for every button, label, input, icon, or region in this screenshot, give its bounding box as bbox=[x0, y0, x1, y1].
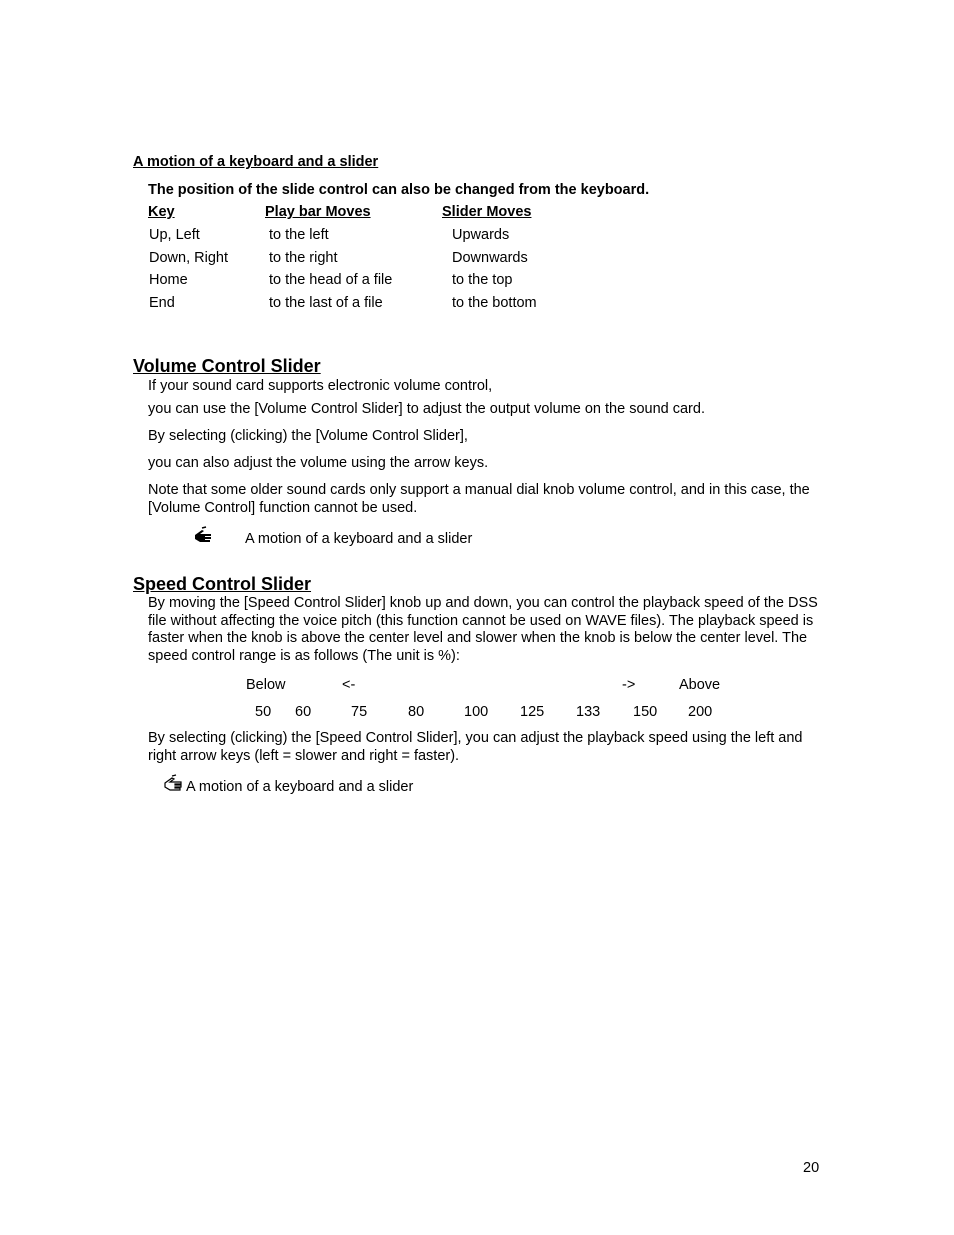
speed-link[interactable]: A motion of a keyboard and a slider bbox=[186, 779, 414, 795]
table-cell: Home bbox=[149, 272, 188, 288]
volume-section-heading: Volume Control Slider bbox=[133, 356, 321, 376]
scale-value: 60 bbox=[295, 704, 312, 720]
volume-link[interactable]: A motion of a keyboard and a slider bbox=[245, 531, 473, 547]
speed-paragraph: By moving the [Speed Control Slider] knob up and down, you can control the playback speed of the DSS file without affecting the voice pitch (this function cannot be used on WAVE files). The playback speed is faster when the knob is above the center level and slower when the knob is below the center level. The speed control range is as follows (The unit is %): bbox=[148, 595, 818, 664]
table-cell: to the right bbox=[269, 250, 338, 266]
scale-label-below: Below bbox=[246, 677, 286, 693]
table-cell: End bbox=[149, 295, 175, 311]
volume-note: Note that some older sound cards only support a manual dial knob volume control, and in this case, the [Volume Control] function cannot be used. bbox=[148, 482, 810, 516]
scale-left-arrow: <- bbox=[342, 677, 356, 693]
table-cell: Up, Left bbox=[149, 227, 200, 243]
scale-value: 100 bbox=[464, 704, 489, 720]
table-cell: to the last of a file bbox=[269, 295, 383, 311]
scale-label-above: Above bbox=[679, 677, 721, 693]
table-cell: to the top bbox=[452, 272, 513, 288]
scale-value: 50 bbox=[255, 704, 272, 720]
volume-line-2: you can use the [Volume Control Slider] to adjust the output volume on the sound card. bbox=[148, 401, 705, 417]
table-cell: Downwards bbox=[452, 250, 528, 266]
scale-value: 80 bbox=[408, 704, 425, 720]
table-cell: Upwards bbox=[452, 227, 510, 243]
scale-value: 133 bbox=[576, 704, 601, 720]
keyboard-section-heading: A motion of a keyboard and a slider bbox=[133, 154, 379, 170]
table-cell: to the left bbox=[269, 227, 329, 243]
scale-value: 125 bbox=[520, 704, 545, 720]
keyboard-section-intro: The position of the slide control can also be changed from the keyboard. bbox=[148, 182, 650, 198]
volume-line-3: By selecting (clicking) the [Volume Control Slider], bbox=[148, 428, 468, 444]
scale-value: 200 bbox=[688, 704, 713, 720]
hand-pointer-icon[interactable] bbox=[193, 526, 213, 545]
scale-value: 150 bbox=[633, 704, 658, 720]
speed-paragraph-2: By selecting (clicking) the [Speed Control Slider], you can adjust the playback speed using the left and right arrow keys (left = slower and right = faster). bbox=[148, 730, 803, 764]
volume-line-4: you can also adjust the volume using the arrow keys. bbox=[148, 455, 489, 471]
column-header-key: Key bbox=[148, 204, 175, 220]
volume-line-1: If your sound card supports electronic volume control, bbox=[148, 378, 493, 394]
scale-value: 75 bbox=[351, 704, 368, 720]
column-header-play-bar: Play bar Moves bbox=[265, 204, 371, 220]
hand-pointer-icon[interactable] bbox=[163, 774, 183, 793]
table-cell: to the bottom bbox=[452, 295, 537, 311]
table-cell: to the head of a file bbox=[269, 272, 393, 288]
scale-right-arrow: -> bbox=[622, 677, 636, 693]
page-number: 20 bbox=[803, 1160, 820, 1176]
speed-section-heading: Speed Control Slider bbox=[133, 574, 312, 594]
table-cell: Down, Right bbox=[149, 250, 228, 266]
column-header-slider: Slider Moves bbox=[442, 204, 532, 220]
